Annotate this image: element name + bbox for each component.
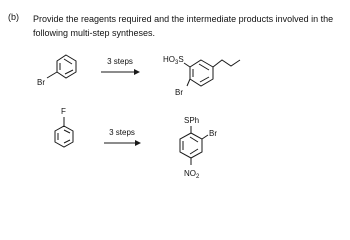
scheme2-start-fluoro-label: F [61, 107, 66, 116]
scheme1-product-bromo-label: Br [175, 88, 183, 97]
scheme1-starting-material [37, 55, 76, 87]
scheme1-reaction-arrow [101, 57, 139, 72]
scheme2-bromo-label: Br [209, 129, 217, 138]
question-label: (b) [8, 12, 19, 22]
scheme2-reaction-arrow [104, 128, 140, 143]
scheme2-product [180, 116, 217, 180]
scheme1-product [163, 55, 240, 97]
scheme2-arrow-label: 3 steps [109, 128, 135, 137]
question-text-line-2: following multi-step syntheses. [33, 28, 156, 38]
scheme1-arrow-label: 3 steps [107, 57, 133, 66]
scheme2-nitro-label: $NO_2$ [184, 169, 200, 180]
scheme2-starting-material [55, 107, 73, 147]
scheme1-sulfonic-acid-label: $HO_3S$ [163, 55, 184, 66]
question-text-line-1: Provide the reagents required and the intermediate products involved in the [33, 14, 334, 24]
scheme1-start-bromo-label: Br [37, 78, 45, 87]
scheme1-propyl-chain [213, 60, 240, 67]
scheme2-thio-label: SPh [184, 116, 200, 125]
